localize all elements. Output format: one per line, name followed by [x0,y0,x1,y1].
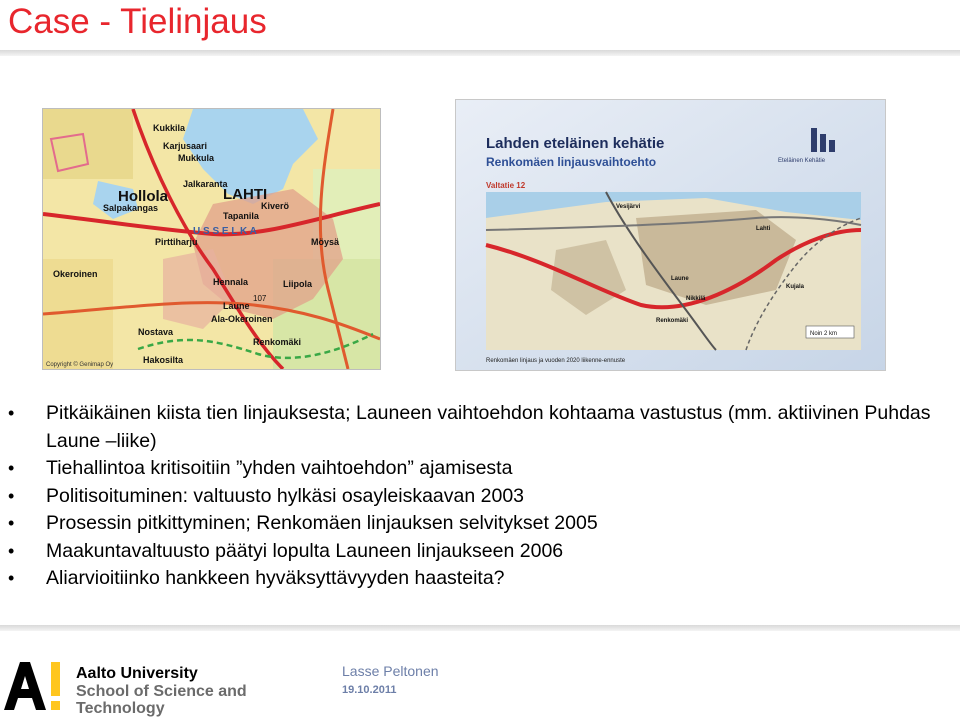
route-place-lahti: Lahti [756,226,771,232]
map-label-nostava: Nostava [138,327,174,337]
map-label-moysa: Möysä [311,237,340,247]
map-label-salpakangas: Salpakangas [103,203,159,213]
route-label: Valtatie 12 [486,181,526,190]
map-label-hennala: Hennala [213,277,249,287]
map-label-laune: Laune [223,301,250,311]
map-label-hollola: Hollola [118,188,169,205]
bullet-item [0,510,960,538]
bullet-text: Tiehallintoa kritisoitiin ”yhden vaihtoehdon” ajamisesta [46,457,513,479]
presentation-date: 19.10.2011 [342,684,397,696]
map-label-uusselka: U S S E L K A [193,226,257,237]
bullet-dot: • [8,568,15,588]
route-place-kujala: Kujala [786,284,805,290]
kehatie-logo-text: Eteläinen Kehätie [778,158,826,164]
bullet-item [0,455,960,483]
map-label-mukkula: Mukkula [178,153,215,163]
bullet-item [0,538,960,566]
map-label-kivero: Kiverö [261,201,290,211]
route-plan-caption: Renkomäen linjaus ja vuoden 2020 liikenne-ennuste [486,358,626,364]
map-label-tapanila: Tapanila [223,211,259,221]
map-label-road-107: 107 [253,294,267,303]
bullet-list [0,400,960,593]
author-name: Lasse Peltonen [342,663,439,679]
footer-divider [0,625,960,631]
map-label-jalkaranta: Jalkaranta [183,179,228,189]
map-label-hakosilta: Hakosilta [143,355,184,365]
school-name: School of Science and Technology [76,683,247,717]
aalto-logo-icon [2,658,66,712]
map-label-renkomaki: Renkomäki [253,337,302,347]
topographic-map-image [42,108,381,370]
map-label-okeroinen: Okeroinen [53,269,98,279]
map-label-liipola: Liipola [283,279,312,289]
route-plan-title: Lahden eteläinen kehätie [486,135,665,152]
bullet-item [0,483,960,511]
map-label-pirttiharju: Pirttiharju [155,237,198,247]
route-place-renkomaki: Renkomäki [656,318,689,324]
route-plan-image [455,99,886,371]
route-place-vesijarvi: Vesijärvi [616,204,641,210]
bullet-dot: • [8,513,15,533]
bullet-text: Maakuntavaltuusto päätyi lopulta Launeen linjaukseen 2006 [46,539,564,562]
bullet-text: Politisoituminen: valtuusto hylkäsi osayleiskaavan 2003 [46,484,525,507]
map-label-kukkila: Kukkila [153,123,186,133]
slide-title: Case - Tielinjaus [8,2,267,41]
bullet-item [0,565,960,593]
bullet-dot: • [8,403,15,423]
route-place-laune: Laune [671,276,689,282]
bullet-dot: • [8,485,15,506]
bullet-text: Aliarvioitiinko hankkeen hyväksyttävyyden haasteita? [46,567,505,589]
map-label-ala-okeroinen: Ala-Okeroinen [211,314,273,324]
bullet-dot: • [8,540,15,561]
route-place-nikkila: Nikkilä [686,296,706,302]
map-copyright: Copyright © Genimap Oy [46,362,114,368]
map-label-karjusaari: Karjusaari [163,141,208,151]
title-divider [0,50,960,56]
route-plan-scale: Noin 2 km [810,331,838,337]
bullet-item [0,400,960,455]
university-name: Aalto University [76,665,198,682]
bullet-text: Prosessin pitkittyminen; Renkomäen linjauksen selvitykset 2005 [46,512,598,534]
route-plan-subtitle: Renkomäen linjausvaihtoehto [486,155,657,169]
map-label-lahti: LAHTI [223,186,268,203]
bullet-dot: • [8,458,15,478]
bullet-text: Pitkäikäinen kiista tien linjauksesta; Launeen vaihtoehdon kohtaama vastustus (mm. aktiivinen Puhdas Laune –liike) [46,402,931,452]
